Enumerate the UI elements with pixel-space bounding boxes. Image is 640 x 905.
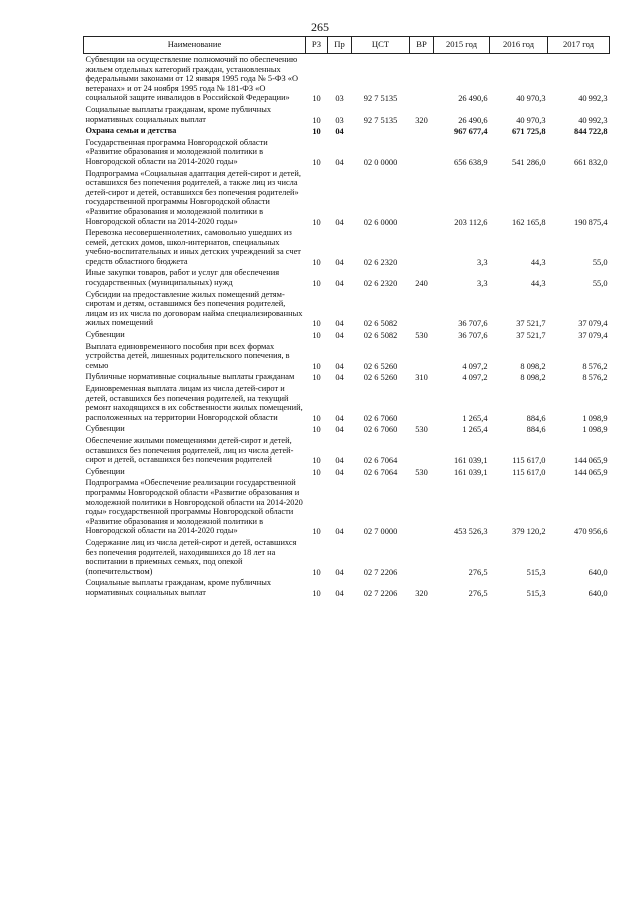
table-row [84, 423, 610, 435]
cell-2017: 144 065,9 [574, 456, 608, 466]
cell-vr [410, 125, 434, 137]
table-row [84, 289, 610, 329]
cell-2017: 1 098,9 [582, 413, 608, 423]
cell-cst: 02 6 2320 [363, 279, 398, 289]
cell-2015: 276,5 [468, 588, 488, 598]
cell-pr: 04 [335, 588, 344, 598]
cell-2017: 55,0 [592, 279, 608, 289]
cell-name: Иные закупки товаров, работ и услуг для обеспечения государственных (муниципальных) нужд [85, 268, 280, 288]
cell-vr: 240 [415, 279, 428, 289]
cell-2016: 44,3 [530, 279, 546, 289]
table-row [84, 137, 610, 168]
cell-2015: 1 265,4 [462, 413, 488, 423]
cell-2017: 470 956,6 [574, 527, 608, 537]
cell-pr: 04 [335, 157, 344, 167]
cell-pr: 04 [335, 331, 344, 341]
cell-rz: 10 [312, 456, 321, 466]
table-row [84, 104, 610, 125]
cell-2015: 26 490,6 [458, 94, 488, 104]
cell-pr: 04 [335, 279, 344, 289]
cell-2017: 640,0 [588, 588, 608, 598]
table-row [84, 267, 610, 288]
cell-2015: 4 097,2 [462, 373, 488, 383]
cell-cst: 02 6 0000 [363, 217, 398, 227]
cell-pr: 03 [335, 94, 344, 104]
cell-2015: 3,3 [477, 257, 488, 267]
cell-2016: 515,3 [526, 567, 546, 577]
cell-rz: 10 [312, 527, 321, 537]
cell-name: Социальные выплаты гражданам, кроме публичных нормативных социальных выплат [85, 104, 272, 124]
cell-2017: 144 065,9 [574, 467, 608, 477]
cell-2017: 37 079,4 [578, 319, 608, 329]
cell-pr: 04 [335, 127, 344, 137]
cell-cst: 02 7 0000 [363, 527, 398, 537]
cell-cst [352, 125, 410, 137]
cell-2017: 55,0 [592, 257, 608, 267]
cell-name: Субвенции на осуществление полномочий по обеспечению жильем отдельных категорий граждан, установленных федеральными законами от 12 января 1995 года № 5-ФЗ «О ветеранах» и от 24 ноября 1995 года № 181-ФЗ «О социальной защите инвалидов в Российской Федерации» [85, 55, 299, 103]
cell-cst: 02 6 7060 [363, 413, 398, 423]
cell-2016: 37 521,7 [516, 331, 546, 341]
table-row [84, 125, 610, 137]
cell-2015: 967 677,4 [454, 127, 488, 137]
header-2015: 2015 год [434, 37, 490, 54]
cell-cst: 02 6 5260 [363, 361, 398, 371]
cell-name: Субвенции [85, 330, 125, 340]
cell-cst: 92 7 5135 [363, 115, 398, 125]
cell-2015: 26 490,6 [458, 115, 488, 125]
cell-2015: 36 707,6 [458, 331, 488, 341]
cell-2016: 115 617,0 [512, 467, 546, 477]
cell-2015: 203 112,6 [454, 217, 488, 227]
cell-2016: 162 165,8 [512, 217, 546, 227]
cell-name: Охрана семьи и детства [85, 126, 177, 136]
cell-cst: 02 7 2206 [363, 588, 398, 598]
cell-cst: 02 6 5082 [363, 331, 398, 341]
cell-2015: 453 526,3 [454, 527, 488, 537]
table-row [84, 168, 610, 228]
cell-cst: 02 6 7064 [363, 456, 398, 466]
cell-name: Государственная программа Новгородской области «Развитие образования и молодежной политики в Новгородской области на 2014-2020 годы» [85, 137, 268, 166]
cell-2016: 884,6 [526, 413, 546, 423]
cell-vr [410, 168, 434, 228]
cell-2017: 640,0 [588, 567, 608, 577]
cell-name: Субвенции [85, 424, 125, 434]
cell-rz: 10 [312, 567, 321, 577]
table-row [84, 227, 610, 267]
cell-cst: 92 7 5135 [363, 94, 398, 104]
cell-vr: 530 [415, 467, 428, 477]
cell-2015: 3,3 [477, 279, 488, 289]
cell-2017: 661 832,0 [574, 157, 608, 167]
cell-2016: 379 120,2 [512, 527, 546, 537]
table-row [84, 537, 610, 577]
cell-pr: 04 [335, 217, 344, 227]
cell-2016: 8 098,2 [520, 361, 546, 371]
cell-rz: 10 [312, 319, 321, 329]
cell-name: Подпрограмма «Социальная адаптация детей-сирот и детей, оставшихся без попечения родителей, а также лиц из числа детей-сирот и детей, оставшихся без попечения родителей» государственной программы Новгородской области «Развитие образования и молодежной политики в Новгородской области на 2014-2020 годы» [85, 168, 301, 226]
cell-2016: 8 098,2 [520, 373, 546, 383]
cell-2016: 44,3 [530, 257, 546, 267]
cell-vr [410, 54, 434, 104]
cell-rz: 10 [312, 279, 321, 289]
cell-pr: 04 [335, 373, 344, 383]
cell-name: Содержание лиц из числа детей-сирот и детей, оставшихся без попечения родителей, находившихся до 18 лет на воспитании в приемных семьях, под опекой (попечительством) [85, 537, 297, 576]
cell-pr: 04 [335, 413, 344, 423]
cell-rz: 10 [312, 257, 321, 267]
cell-name: Публичные нормативные социальные выплаты гражданам [85, 372, 295, 382]
table-row [84, 341, 610, 372]
cell-2015: 161 039,1 [454, 456, 488, 466]
table-row [84, 477, 610, 537]
table-row [84, 466, 610, 478]
cell-rz: 10 [312, 127, 321, 137]
cell-2017: 37 079,4 [578, 331, 608, 341]
cell-name: Выплата единовременного пособия при всех формах устройства детей, лишенных родительского попечения, в семью [85, 341, 290, 370]
cell-pr: 04 [335, 467, 344, 477]
cell-rz: 10 [312, 373, 321, 383]
cell-2015: 4 097,2 [462, 361, 488, 371]
cell-2015: 276,5 [468, 567, 488, 577]
cell-2017: 844 722,8 [574, 127, 608, 137]
cell-cst: 02 6 5082 [363, 319, 398, 329]
cell-vr [410, 477, 434, 537]
cell-vr: 530 [415, 331, 428, 341]
cell-vr: 320 [415, 588, 428, 598]
cell-2016: 541 286,0 [512, 157, 546, 167]
cell-2016: 37 521,7 [516, 319, 546, 329]
cell-2016: 115 617,0 [512, 456, 546, 466]
cell-rz: 10 [312, 413, 321, 423]
cell-2016: 40 970,3 [516, 115, 546, 125]
cell-pr: 04 [335, 425, 344, 435]
cell-cst: 02 7 2206 [363, 567, 398, 577]
cell-name: Субвенции [85, 466, 125, 476]
cell-rz: 10 [312, 467, 321, 477]
cell-name: Обеспечение жилыми помещениями детей-сирот и детей, оставшихся без попечения родителей, лиц из числа детей-сирот и детей, оставшихся без попечения родителей [85, 435, 294, 465]
cell-2016: 671 725,8 [512, 127, 546, 137]
cell-2016: 884,6 [526, 425, 546, 435]
cell-vr [410, 289, 434, 329]
cell-2015: 161 039,1 [454, 467, 488, 477]
header-vr: ВР [410, 37, 434, 54]
cell-rz: 10 [312, 361, 321, 371]
header-pr: Пр [328, 37, 352, 54]
cell-vr [410, 383, 434, 423]
page-number: 265 [311, 20, 329, 34]
cell-2016: 40 970,3 [516, 94, 546, 104]
cell-rz: 10 [312, 157, 321, 167]
table-row [84, 383, 610, 423]
cell-rz: 10 [312, 331, 321, 341]
cell-2015: 656 638,9 [454, 157, 488, 167]
cell-name: Социальные выплаты гражданам, кроме публичных нормативных социальных выплат [85, 578, 272, 597]
cell-vr [410, 137, 434, 168]
cell-rz: 10 [312, 94, 321, 104]
cell-pr: 04 [335, 319, 344, 329]
cell-name: Перевозка несовершеннолетних, самовольно ушедших из семей, детских домов, школ-интернатов, специальных учебно-воспитательных и иных детских учреждений за счет средств областного бюджета [85, 228, 301, 266]
cell-2017: 40 992,3 [578, 94, 608, 104]
header-name: Наименование [84, 37, 306, 54]
cell-2015: 36 707,6 [458, 319, 488, 329]
cell-cst: 02 6 5260 [363, 373, 398, 383]
cell-2017: 8 576,2 [582, 361, 608, 371]
table-header [84, 37, 610, 54]
cell-vr: 530 [415, 425, 428, 435]
cell-2017: 1 098,9 [582, 425, 608, 435]
cell-2016: 515,3 [526, 588, 546, 598]
cell-cst: 02 6 7060 [363, 425, 398, 435]
cell-vr [410, 227, 434, 267]
table-row [84, 329, 610, 341]
cell-rz: 10 [312, 217, 321, 227]
cell-pr: 04 [335, 567, 344, 577]
budget-table [83, 36, 610, 598]
cell-2017: 8 576,2 [582, 373, 608, 383]
cell-vr: 320 [415, 115, 428, 125]
cell-pr: 04 [335, 527, 344, 537]
cell-2015: 1 265,4 [462, 425, 488, 435]
cell-pr: 04 [335, 456, 344, 466]
cell-pr: 04 [335, 361, 344, 371]
cell-cst: 02 6 2320 [363, 257, 398, 267]
table-body [84, 54, 610, 599]
cell-rz: 10 [312, 425, 321, 435]
cell-vr: 310 [415, 373, 428, 383]
table-row [84, 435, 610, 466]
cell-pr: 04 [335, 257, 344, 267]
cell-name: Единовременная выплата лицам из числа детей-сирот и детей, оставшихся без попечения родителей, на текущий ремонт находящихся в их собственности жилых помещений, расположенных на территории Новгородской области [85, 384, 303, 422]
cell-name: Подпрограмма «Обеспечение реализации государственной программы Новгородской области «Развитие образования и молодежной политики в Новгородской области на 2014-2020 годы» государственной программы Новгородской области «Развитие образования и молодежной политики в Новгородской области на 2014-2020 годы» [85, 478, 303, 536]
cell-cst: 02 0 0000 [363, 157, 398, 167]
cell-name: Субсидии на предоставление жилых помещений детям-сиротам и детям, оставшимся без попечения родителей, лицам из их числа по договорам найма специализированных жилых помещений [85, 289, 303, 328]
table-row [84, 54, 610, 104]
header-2016: 2016 год [490, 37, 548, 54]
header-cst: ЦСТ [352, 37, 410, 54]
cell-vr [410, 341, 434, 372]
table-row [84, 371, 610, 383]
cell-cst: 02 6 7064 [363, 467, 398, 477]
header-rz: РЗ [306, 37, 328, 54]
cell-vr [410, 435, 434, 466]
header-2017: 2017 год [548, 37, 610, 54]
cell-rz: 10 [312, 115, 321, 125]
cell-pr: 03 [335, 115, 344, 125]
cell-2017: 40 992,3 [578, 115, 608, 125]
cell-vr [410, 537, 434, 577]
table-row [84, 577, 610, 598]
cell-rz: 10 [312, 588, 321, 598]
cell-2017: 190 875,4 [574, 217, 608, 227]
